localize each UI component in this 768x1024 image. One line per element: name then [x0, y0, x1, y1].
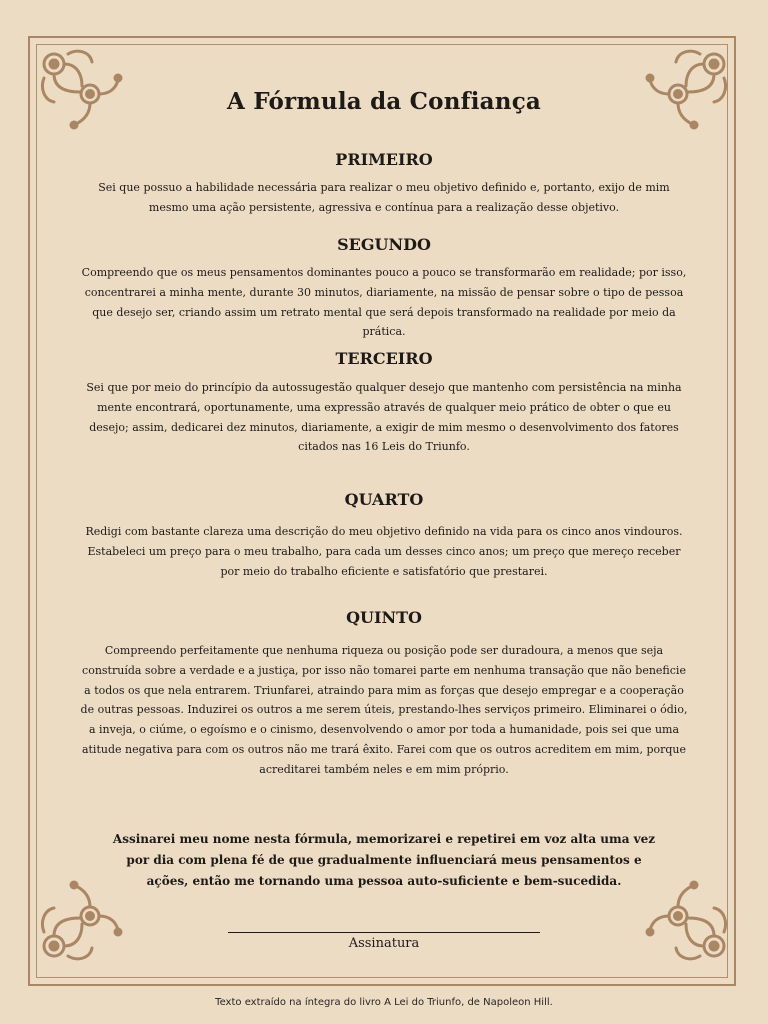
section-text-quinto: Compreendo perfeitamente que nenhuma riqueza ou posição pode ser duradoura, a menos que seja construída sobre a verdade e a justiça, por isso não tomarei parte em nenhuma transação que não beneficie a todos os que nela entrarem. Triunfarei, atraindo para mim as forças que desejo empregar e a cooperação de outras pessoas. Induzirei os outros a me serem úteis, prestando-lhes serviços primeiro. Eliminarei o ódio, a inveja, o ciúme, o egoísmo e o cinismo, desenvolvendo o amor por toda a humanidade, pois sei que uma atitude negativa para com os outros não me trará êxito. Farei com que os outros acreditem em mim, porque acreditarei também neles e em mim próprio.: [80, 644, 688, 776]
title-block: [80, 88, 688, 115]
section-heading-terceiro: TERCEIRO: [335, 349, 433, 368]
section-heading-quinto: QUINTO: [346, 608, 422, 627]
section-text-quarto: Redigi com bastante clareza uma descrição do meu objetivo definido na vida para os cinco anos vindouros. Estabeleci um preço para o meu trabalho, para cada um desses cinco anos; um preço que mereço receber por meio do trabalho eficiente e satisfatório que prestarei.: [85, 525, 683, 578]
section-text-segundo: Compreendo que os meus pensamentos dominantes pouco a pouco se transformarão em realidade; por isso, concentrarei a minha mente, durante 30 minutos, diariamente, na missão de pensar sobre o tipo de pessoa que desejo ser, criando assim um retrato mental que será depois transformado na realidade por meio da prática.: [81, 266, 687, 339]
page-title: A Fórmula da Confiança: [226, 88, 541, 115]
section-heading-primeiro: PRIMEIRO: [335, 150, 433, 169]
section-heading-segundo: SEGUNDO: [337, 235, 431, 254]
signature-line: [228, 932, 540, 933]
section-text-terceiro: Sei que por meio do princípio da autossugestão qualquer desejo que mantenho com persistência na minha mente encontrará, oportunamente, uma expressão através de qualquer meio prático de obter o que eu desejo; assim, dedicarei dez minutos, diariamente, a exigir de mim mesmo o desenvolvimento dos fatores citados nas 16 Leis do Triunfo.: [86, 381, 682, 454]
signature-label: Assinatura: [348, 936, 420, 951]
section-heading-quarto: QUARTO: [344, 490, 424, 509]
closing-statement: Assinarei meu nome nesta fórmula, memorizarei e repetirei em voz alta uma vez por dia com plena fé de que gradualmente influenciará meus pensamentos e ações, então me tornando uma pessoa auto-suficiente e bem-sucedida.: [112, 832, 656, 888]
footer-credit: Texto extraído na íntegra do livro A Lei do Triunfo, de Napoleon Hill.: [215, 997, 553, 1008]
section-text-primeiro: Sei que possuo a habilidade necessária para realizar o meu objetivo definido e, portanto, exijo de mim mesmo uma ação persistente, agressiva e contínua para a realização desse objetivo.: [98, 181, 670, 214]
